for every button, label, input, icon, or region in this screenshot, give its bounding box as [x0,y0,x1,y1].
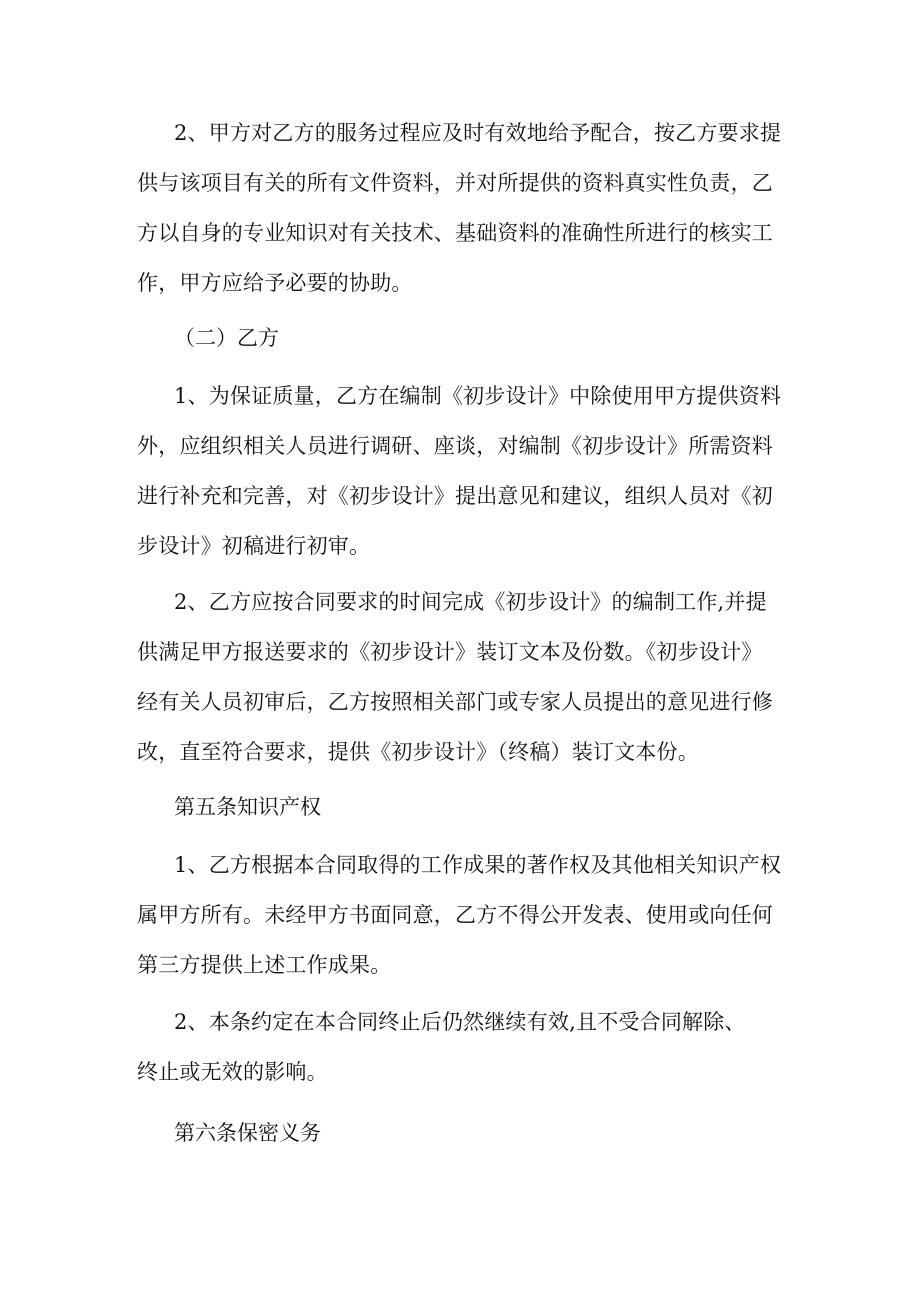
text-line: 步设计》初稿进行初审。 [137,534,371,558]
paragraph-party-a-cooperation [137,108,799,308]
paragraph-ip-ownership [137,840,799,990]
text-line: 进行补充和完善，对《初步设计》提出意见和建议，组织人员对《初 [137,484,773,508]
article-heading-confidentiality: 第六条保密义务 [174,1121,321,1145]
paragraph-party-b-schedule [137,577,799,777]
text-line: 2、本条约定在本合同终止后仍然继续有效,且不受合同解除、 [174,1010,746,1034]
text-line: 属甲方所有。未经甲方书面同意，乙方不得公开发表、使用或向任何 [137,903,773,927]
text-line: 供满足甲方报送要求的《初步设计》装订文本及份数。《初步设计》 [137,640,763,664]
text-line: 经有关人员初审后，乙方按照相关部门或专家人员提出的意见进行修 [137,690,773,714]
text-line: 1、乙方根据本合同取得的工作成果的著作权及其他相关知识产权 [174,853,782,877]
paragraph-ip-validity [137,997,799,1097]
text-line: 改，直至符合要求，提供《初步设计》（终稿）装订文本份。 [137,740,699,764]
text-line: 终止或无效的影响。 [137,1060,328,1084]
text-line: 外，应组织相关人员进行调研、座谈，对编制《初步设计》所需资料 [137,434,773,458]
section-heading-party-b: （二）乙方 [174,326,279,350]
text-line: 1、为保证质量，乙方在编制《初步设计》中除使用甲方提供资料 [174,384,782,408]
article-heading-intellectual-property: 第五条知识产权 [174,795,321,819]
text-line: 供与该项目有关的所有文件资料，并对所提供的资料真实性负责，乙 [137,171,773,195]
text-line: 第三方提供上述工作成果。 [137,953,392,977]
text-line: 2、甲方对乙方的服务过程应及时有效地给予配合，按乙方要求提 [174,121,782,145]
text-line: 2、乙方应按合同要求的时间完成《初步设计》的编制工作,并提 [174,590,767,614]
text-line: 作，甲方应给予必要的协助。 [137,271,413,295]
text-line: 方以自身的专业知识对有关技术、基础资料的准确性所进行的核实工 [137,221,773,245]
paragraph-party-b-quality [137,371,799,571]
